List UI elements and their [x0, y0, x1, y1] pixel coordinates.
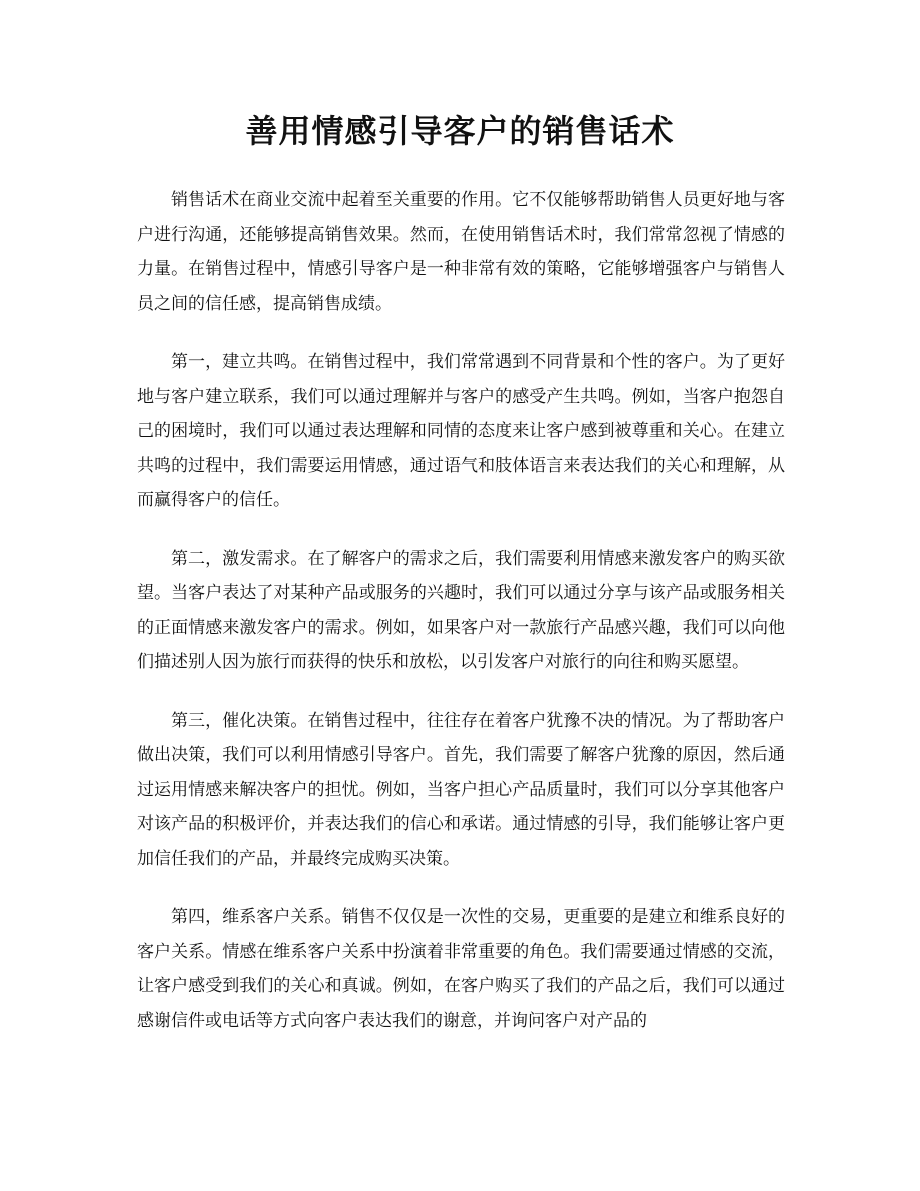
paragraph-demand: 第二，激发需求。在了解客户的需求之后，我们需要利用情感来激发客户的购买欲望。当客户表达了对某种产品或服务的兴趣时，我们可以通过分享与该产品或服务相关的正面情感来激发客户的需求。例如，如果客户对一款旅行产品感兴趣，我们可以向他们描述别人因为旅行而获得的快乐和放松，以引发客户对旅行的向往和购买愿望。 [137, 548, 785, 672]
paragraph-intro: 销售话术在商业交流中起着至关重要的作用。它不仅能够帮助销售人员更好地与客户进行沟通，还能够提高销售效果。然而，在使用销售话术时，我们常常忽视了情感的力量。在销售过程中，情感引导客户是一种非常有效的策略，它能够增强客户与销售人员之间的信任感，提高销售成绩。 [137, 190, 785, 314]
paragraph-relationship: 第四，维系客户关系。销售不仅仅是一次性的交易，更重要的是建立和维系良好的客户关系。情感在维系客户关系中扮演着非常重要的角色。我们需要通过情感的交流，让客户感受到我们的关心和真诚。例如，在客户购买了我们的产品之后，我们可以通过感谢信件或电话等方式向客户表达我们的谢意，并询问客户对产品的 [137, 907, 785, 1031]
document-title: 善用情感引导客户的销售话术 [245, 112, 675, 150]
paragraph-resonance: 第一，建立共鸣。在销售过程中，我们常常遇到不同背景和个性的客户。为了更好地与客户建立联系，我们可以通过理解并与客户的感受产生共鸣。例如，当客户抱怨自己的困境时，我们可以通过表达理解和同情的态度来让客户感到被尊重和关心。在建立共鸣的过程中，我们需要运用情感，通过语气和肢体语言来表达我们的关心和理解，从而赢得客户的信任。 [137, 352, 785, 510]
paragraph-decision: 第三，催化决策。在销售过程中，往往存在着客户犹豫不决的情况。为了帮助客户做出决策，我们可以利用情感引导客户。首先，我们需要了解客户犹豫的原因，然后通过运用情感来解决客户的担忧。例如，当客户担心产品质量时，我们可以分享其他客户对该产品的积极评价，并表达我们的信心和承诺。通过情感的引导，我们能够让客户更加信任我们的产品，并最终完成购买决策。 [137, 710, 785, 869]
document-body [137, 183, 785, 1062]
